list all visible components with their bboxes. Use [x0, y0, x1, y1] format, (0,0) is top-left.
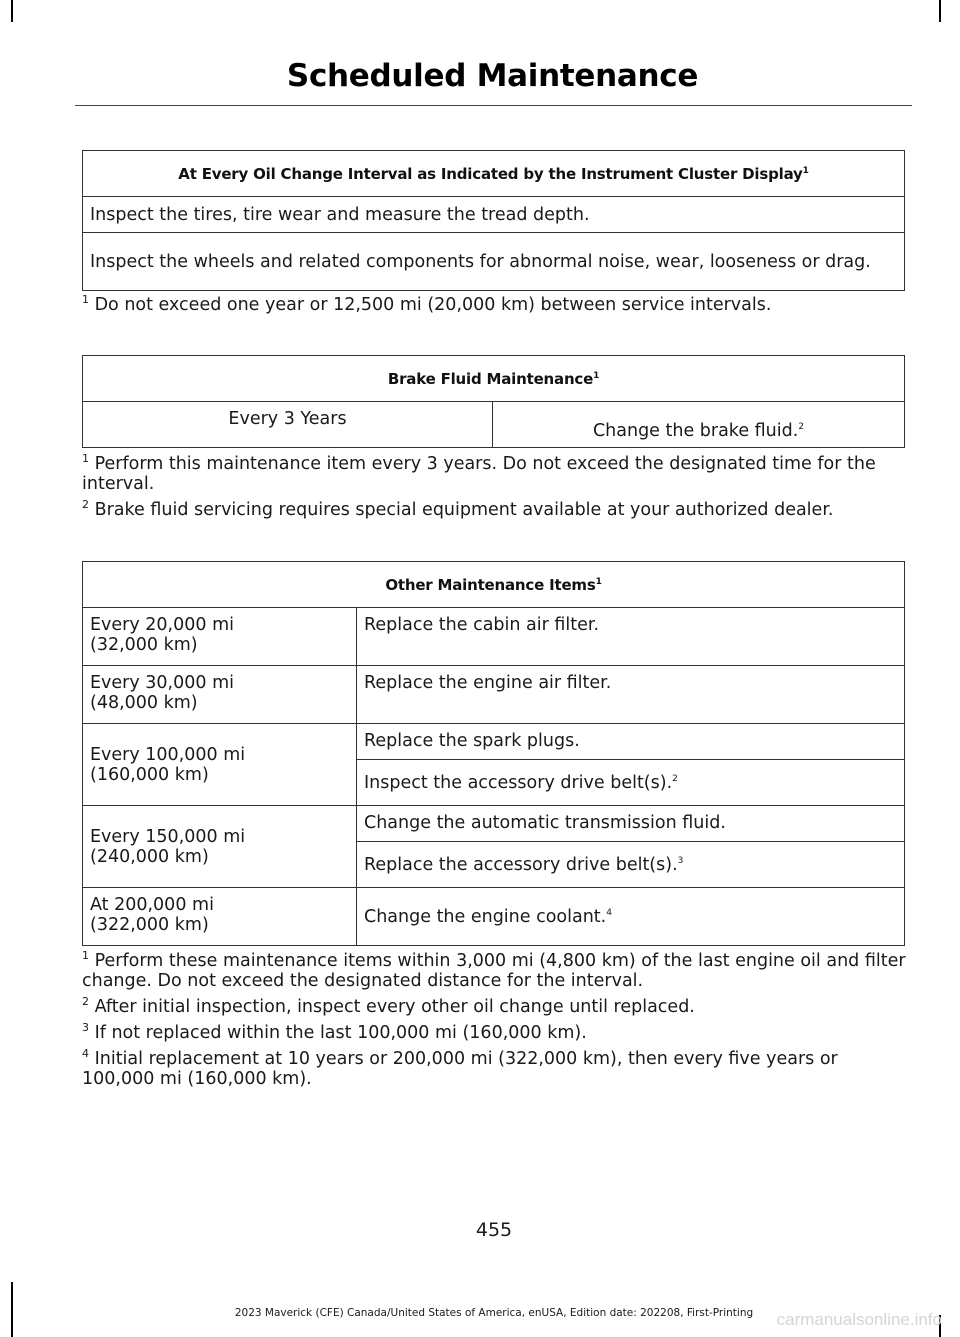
interval-cell: Every 20,000 mi (32,000 km)	[83, 608, 357, 666]
title-divider	[75, 105, 912, 106]
footnote: $^2$ Brake fluid servicing requires special equipment available at your authorized dealer.	[82, 498, 834, 520]
footnote: $^4$ Initial replacement at 10 years or 200,000 mi (322,000 km), then every five years or 100,000 mi (160,000 km).	[82, 1047, 838, 1089]
footnote: $^1$ Do not exceed one year or 12,500 mi (20,000 km) between service intervals.	[82, 293, 772, 315]
action-cell: Change the automatic transmission fluid.	[357, 806, 905, 842]
interval-cell: Every 3 Years	[83, 402, 493, 448]
interval-cell: At 200,000 mi (322,000 km)	[83, 888, 357, 946]
other-maintenance-table	[82, 561, 905, 946]
brake-fluid-table	[82, 355, 905, 448]
footnote: $^1$ Perform these maintenance items within 3,000 mi (4,800 km) of the last engine oil and filter change. Do not exceed the designated distance for the interval.	[82, 949, 906, 991]
footnote: $^1$ Perform this maintenance item every 3 years. Do not exceed the designated time for the interval.	[82, 452, 876, 494]
crop-mark-top-left	[11, 0, 13, 22]
oil-change-interval-table	[82, 150, 905, 291]
crop-mark-top-right	[939, 0, 941, 22]
table2-footnotes	[82, 454, 912, 526]
interval-cell: Every 100,000 mi (160,000 km)	[83, 724, 357, 806]
edition-footer: 2023 Maverick (CFE) Canada/United States of America, enUSA, Edition date: 202208, First-Printing	[234, 1307, 754, 1319]
action-cell: Change the brake fluid.$^2$	[493, 402, 905, 448]
action-cell: Inspect the accessory drive belt(s).$^2$	[357, 760, 905, 806]
interval-cell: Every 150,000 mi (240,000 km)	[83, 806, 357, 888]
table3-footnotes	[82, 951, 912, 1095]
table-header: Brake Fluid Maintenance$^1$	[83, 356, 905, 402]
interval-cell: Every 30,000 mi (48,000 km)	[83, 666, 357, 724]
footnote: $^2$ After initial inspection, inspect every other oil change until replaced.	[82, 995, 695, 1017]
action-cell: Replace the engine air filter.	[357, 666, 905, 724]
page-title: Scheduled Maintenance	[286, 58, 699, 94]
action-cell: Change the engine coolant.$^4$	[357, 888, 905, 946]
watermark: carmanualsonline.info	[776, 1310, 942, 1329]
page-number: 455	[475, 1219, 513, 1241]
action-cell: Replace the cabin air filter.	[357, 608, 905, 666]
action-cell: Replace the accessory drive belt(s).$^3$	[357, 842, 905, 888]
table-row: Inspect the wheels and related components for abnormal noise, wear, looseness or drag.	[83, 233, 905, 291]
table-header: At Every Oil Change Interval as Indicated by the Instrument Cluster Display$^1$	[83, 151, 905, 197]
action-cell: Replace the spark plugs.	[357, 724, 905, 760]
table1-footnotes	[82, 295, 912, 321]
table-row: Inspect the tires, tire wear and measure the tread depth.	[83, 197, 905, 233]
footnote: $^3$ If not replaced within the last 100,000 mi (160,000 km).	[82, 1021, 587, 1043]
table-header: Other Maintenance Items$^1$	[83, 562, 905, 608]
